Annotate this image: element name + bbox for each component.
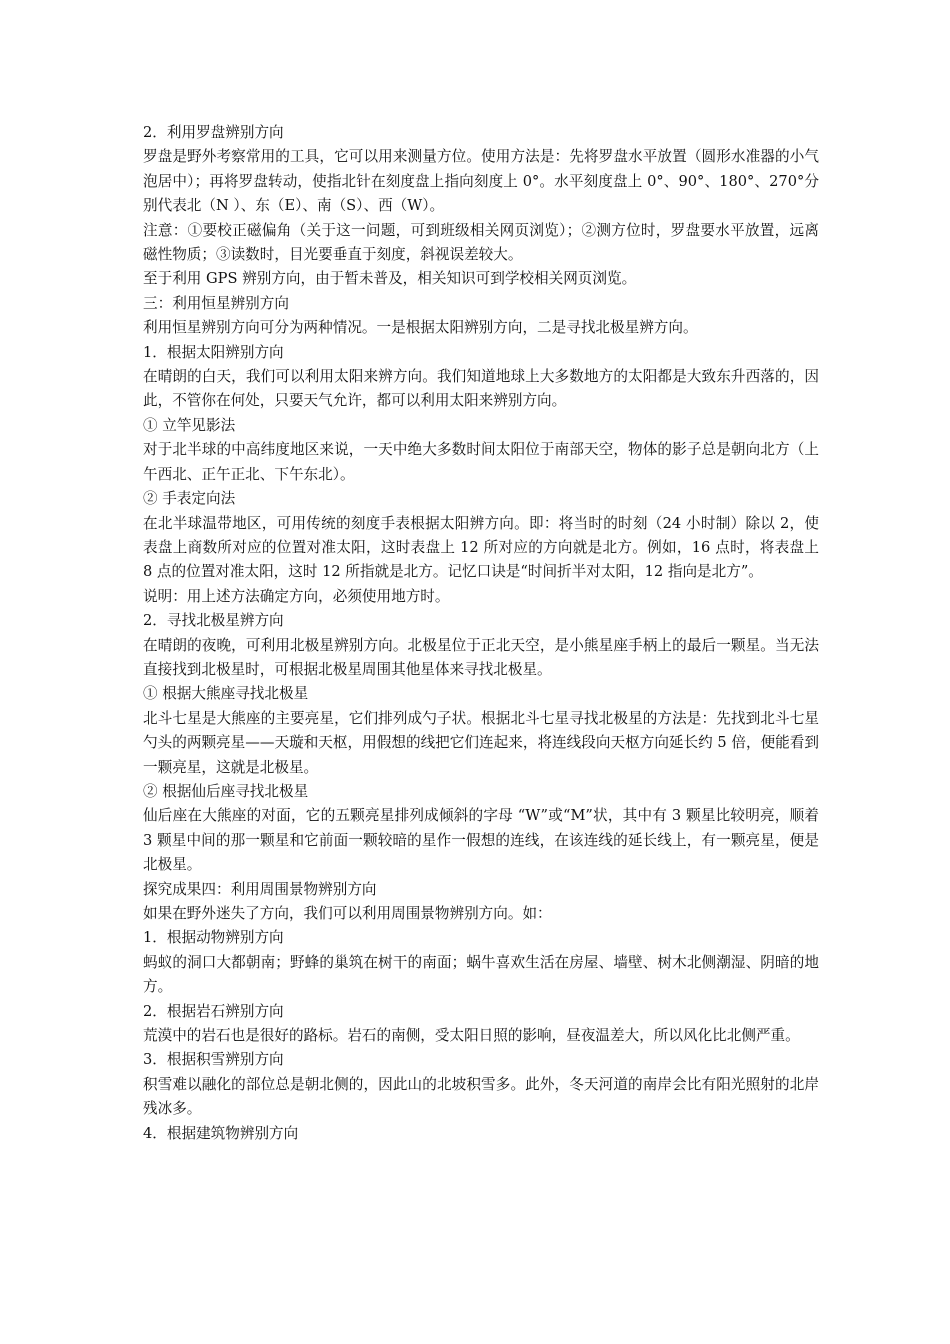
heading-compass: 2．利用罗盘辨别方向 — [143, 124, 284, 141]
paragraph-stars-intro: 利用恒星辨别方向可分为两种情况。一是根据太阳辨别方向，二是寻找北极星辨方向。 — [143, 319, 698, 337]
paragraph-compass-usage: 罗盘是野外考察常用的工具，它可以用来测量方位。使用方法是：先将罗盘水平放置（圆形水准器的小气泡居中）；再将罗盘转动，使指北针在刻度盘上指向刻度上 0°。水平刻度盘上 0°、90°、180°、270°分别代表北（N ）、东（E）、南（S）、西（W）。 — [143, 148, 819, 215]
paragraph-ursa-major: 北斗七星是大熊座的主要亮星，它们排列成勺子状。根据北斗七星寻找北极星的方法是：先找到北斗七星勺头的两颗亮星——天璇和天枢，用假想的线把它们连起来，将连线段向天枢方向延长约 5 倍，便能看到一颗亮星，这就是北极星。 — [143, 709, 819, 776]
document-body — [143, 121, 819, 1146]
heading-ursa-major: ① 根据大熊座寻找北极星 — [143, 685, 309, 703]
paragraph-animals: 蚂蚁的洞口大都朝南；野蜂的巢筑在树干的南面；蜗牛喜欢生活在房屋、墙壁、树木北侧潮湿、阴暗的地方。 — [143, 953, 819, 996]
heading-polaris: 2．寻找北极星辨方向 — [143, 612, 284, 630]
heading-buildings: 4．根据建筑物辨别方向 — [143, 1124, 299, 1142]
heading-cassiopeia: ② 根据仙后座寻找北极星 — [143, 782, 309, 800]
paragraph-pole-shadow: 对于北半球的中高纬度地区来说，一天中绝大多数时间太阳位于南部天空，物体的影子总是朝向北方（上午西北、正午正北、下午东北）。 — [143, 441, 819, 483]
heading-animals: 1．根据动物辨别方向 — [143, 929, 284, 947]
paragraph-rocks: 荒漠中的岩石也是很好的路标。岩石的南侧，受太阳日照的影响，昼夜温差大，所以风化比北侧严重。 — [143, 1027, 800, 1045]
paragraph-gps: 至于利用 GPS 辨别方向，由于暂未普及，相关知识可到学校相关网页浏览。 — [143, 270, 637, 288]
heading-snow: 3．根据积雪辨别方向 — [143, 1051, 284, 1069]
heading-stars: 三：利用恒星辨别方向 — [143, 294, 289, 312]
paragraph-cassiopeia: 仙后座在大熊座的对面，它的五颗亮星排列成倾斜的字母 “W”或“M”状，其中有 3 颗星比较明亮，顺着 3 颗星中间的那一颗星和它前面一颗较暗的星作一假想的连线，在该连线的延长线上，有一颗亮星，便是北极星。 — [143, 807, 819, 874]
paragraph-surroundings-intro: 如果在野外迷失了方向，我们可以利用周围景物辨别方向。如： — [143, 905, 552, 922]
heading-pole-shadow: ① 立竿见影法 — [143, 416, 236, 434]
heading-surroundings: 探究成果四：利用周围景物辨别方向 — [143, 880, 377, 898]
paragraph-watch-method: 在北半球温带地区，可用传统的刻度手表根据太阳辨方向。即：将当时的时刻（24 小时制）除以 2，使表盘上商数所对应的位置对准太阳，这时表盘上 12 所对应的方向就是北方。例如，16 点时，将表盘上 8 点的位置对准太阳，这时 12 所指就是北方。记忆口诀是“时间折半对太阳，12 指向是北方”。 — [143, 514, 819, 581]
heading-rocks: 2．根据岩石辨别方向 — [143, 1002, 284, 1020]
paragraph-compass-notes: 注意：①要校正磁偏角（关于这一问题，可到班级相关网页浏览）；②测方位时，罗盘要水平放置，远离磁性物质；③读数时，目光要垂直于刻度，斜视误差较大。 — [143, 221, 819, 264]
paragraph-sun: 在晴朗的白天，我们可以利用太阳来辨方向。我们知道地球上大多数地方的太阳都是大致东升西落的，因此，不管你在何处，只要天气允许，都可以利用太阳来辨别方向。 — [143, 368, 819, 410]
paragraph-local-time-note: 说明：用上述方法确定方向，必须使用地方时。 — [143, 587, 450, 605]
paragraph-polaris: 在晴朗的夜晚，可利用北极星辨别方向。北极星位于正北天空，是小熊星座手柄上的最后一颗星。当无法直接找到北极星时，可根据北极星周围其他星体来寻找北极星。 — [143, 636, 819, 678]
heading-watch-method: ② 手表定向法 — [143, 490, 236, 508]
paragraph-snow: 积雪难以融化的部位总是朝北侧的，因此山的北坡积雪多。此外，冬天河道的南岸会比有阳光照射的北岸残冰多。 — [143, 1075, 819, 1118]
heading-sun: 1．根据太阳辨别方向 — [143, 343, 284, 361]
